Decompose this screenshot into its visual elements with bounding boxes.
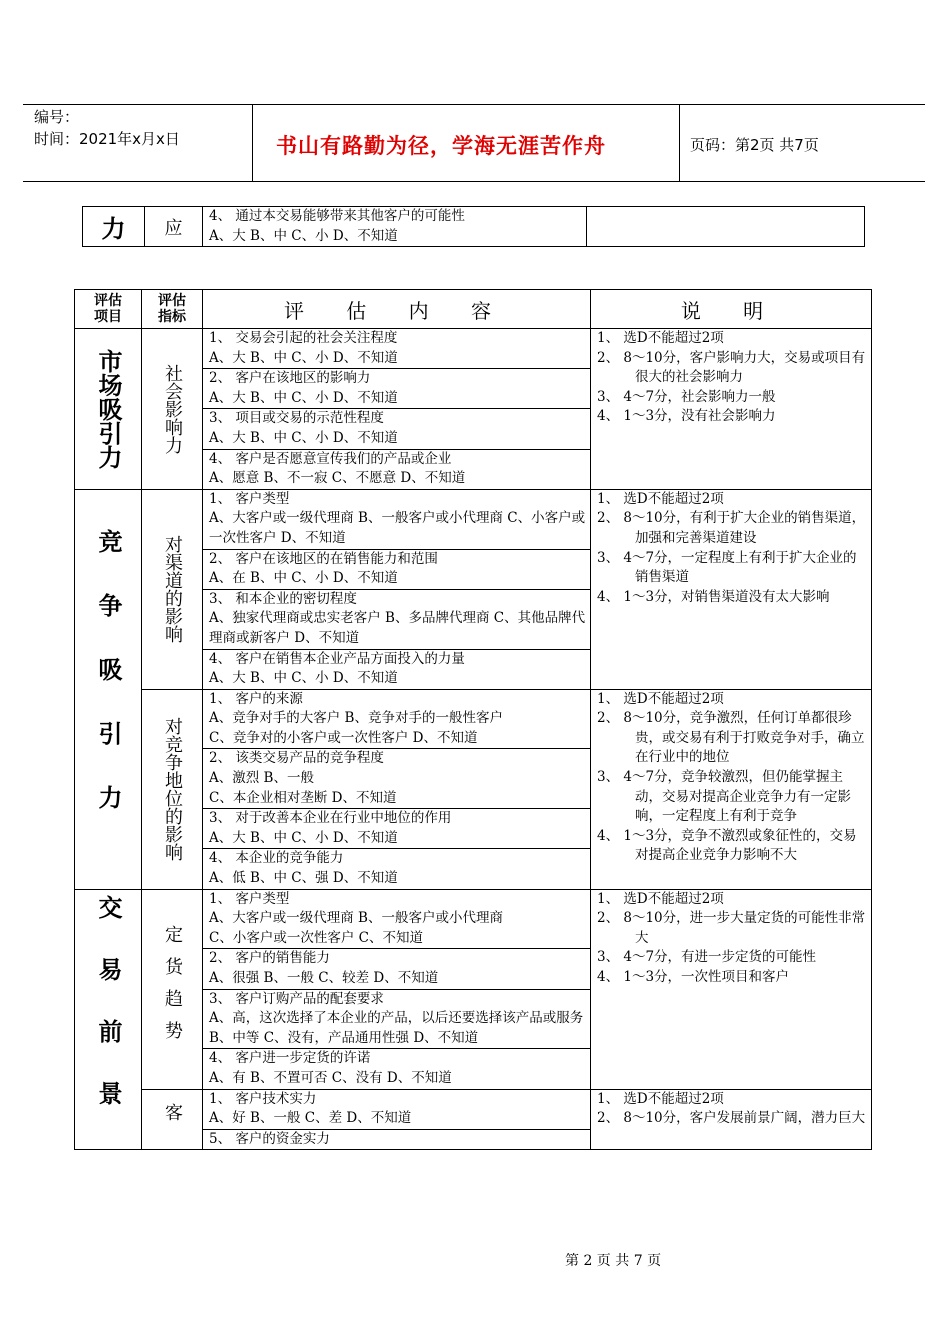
question-text: 2、 客户在该地区的影响力	[209, 370, 371, 387]
question-text: 4、 客户进一步定货的许诺	[209, 1050, 371, 1067]
top-fragment-table	[82, 206, 865, 247]
explanation-note: 2、 8～10分，进一步大量定货的可能性非常大	[597, 910, 866, 946]
question-block	[203, 409, 590, 449]
answer-options: A、竞争对手的大客户 B、竞争对手的一般性客户	[209, 710, 503, 727]
question-text: 4、 客户在销售本企业产品方面投入的力量	[209, 650, 465, 667]
header-motto: 书山有路勤为径，学海无涯苦作舟	[276, 133, 606, 158]
question-block	[203, 369, 590, 409]
question-block	[203, 329, 590, 369]
header-top-rule	[23, 104, 925, 105]
answer-options: A、大 B、中 C、小 D、不知道	[209, 389, 398, 406]
question-text: 1、 客户类型	[209, 490, 290, 507]
explanation-note: 2、 8～10分，客户发展前景广阔，潜力巨大	[597, 1110, 866, 1127]
question-block	[203, 1090, 590, 1130]
answer-options: A、大客户或一级代理商 B、一般客户或小代理商 C、小客户或一次性客户 D、不知道	[209, 510, 586, 546]
question-text: 1、 客户类型	[209, 890, 290, 907]
answer-options: A、大 B、中 C、小 D、不知道	[209, 349, 398, 366]
answer-options: A、大 B、中 C、小 D、不知道	[209, 670, 398, 687]
question-block	[203, 849, 590, 888]
explanation-note: 4、 1～3分，竞争不激烈或象征性的，交易对提高企业竞争力影响不大	[597, 827, 857, 864]
question-block	[203, 890, 590, 950]
answer-options: C、竞争对的小客户或一次性客户 D、不知道	[209, 729, 478, 746]
question-block	[203, 550, 590, 590]
explanation-note: 3、 4～7分，竞争较激烈，但仍能掌握主动，交易对提高企业竞争力有一定影响，一定程度上有利于竞争	[597, 769, 851, 825]
indicator-row	[75, 329, 872, 490]
question-text: 4、 客户是否愿意宣传我们的产品或企业	[209, 450, 452, 467]
header-divider-right	[679, 104, 680, 181]
explanation-note: 4、 1～3分，对销售渠道没有太大影响	[597, 588, 830, 605]
document-time-label: 时间：2021年x月x日	[34, 130, 180, 148]
explanation-note: 4、 1～3分，一次性项目和客户	[597, 969, 790, 985]
question-block	[203, 990, 590, 1050]
explanation-note: 4、 1～3分，没有社会影响力	[597, 408, 776, 425]
indicator-row	[75, 1089, 872, 1150]
indicator-label: 定货趋势	[162, 925, 183, 1054]
explanation-note: 1、 选D不能超过2项	[597, 330, 724, 346]
question-text: 3、 项目或交易的示范性程度	[209, 410, 384, 427]
question-text: 1、 客户的来源	[209, 690, 303, 707]
question-block	[203, 590, 590, 650]
fragment-line-1: 4、 通过本交易能够带来其他客户的可能性	[209, 208, 465, 224]
column-header-indicator: 评估指标	[158, 293, 186, 325]
indicator-label: 对渠道的影响	[162, 535, 183, 644]
indicator-label: 客	[162, 1103, 183, 1136]
explanation-note: 3、 4～7分，一定程度上有利于扩大企业的销售渠道	[597, 549, 857, 586]
fragment-indicator: 应	[164, 217, 183, 239]
explanation-note: 1、 选D不能超过2项	[597, 1090, 724, 1107]
question-block	[203, 809, 590, 849]
answer-options: A、很强 B、一般 C、较差 D、不知道	[209, 970, 439, 986]
indicator-label: 对竞争地位的影响	[162, 717, 183, 862]
footer-page-number: 第 2 页 共 7 页	[565, 1253, 662, 1269]
fragment-category: 力	[101, 215, 126, 244]
category-label: 市场吸引力	[94, 348, 122, 469]
category-label: 竞争吸引力	[94, 529, 122, 850]
question-text: 5、 客户的资金实力	[209, 1130, 330, 1147]
answer-options: A、大 B、中 C、小 D、不知道	[209, 829, 398, 846]
fragment-line-2: A、大 B、中 C、小 D、不知道	[209, 227, 398, 244]
answer-options: A、愿意 B、不一寂 C、不愿意 D、不知道	[209, 470, 466, 487]
explanation-note: 1、 选D不能超过2项	[597, 490, 724, 507]
explanation-note: 2、 8～10分，竞争激烈，任何订单都很珍贵，或交易有利于打败竞争对手，确立在行业中的地位	[597, 710, 865, 766]
question-text: 3、 对于改善本企业在行业中地位的作用	[209, 810, 452, 827]
answer-options: A、激烈 B、一般	[209, 770, 314, 787]
question-text: 2、 该类交易产品的竞争程度	[209, 750, 384, 767]
question-text: 2、 客户在该地区的在销售能力和范围	[209, 550, 438, 567]
question-block	[203, 690, 590, 750]
header-page-label: 页码：第2页 共7页	[690, 136, 819, 154]
column-header-explain: 说 明	[680, 298, 782, 323]
explanation-note: 2、 8～10分，客户影响力大，交易或项目有很大的社会影响力	[597, 349, 866, 386]
header-divider-left	[252, 104, 253, 181]
answer-options: C、本企业相对垄断 D、不知道	[209, 789, 397, 806]
question-block	[203, 490, 590, 550]
question-block	[203, 749, 590, 809]
document-code-label: 编号：	[34, 108, 80, 126]
explanation-note: 1、 选D不能超过2项	[597, 890, 724, 907]
indicator-row	[75, 889, 872, 1089]
question-text: 4、 本企业的竞争能力	[209, 850, 344, 867]
answer-options: A、大 B、中 C、小 D、不知道	[209, 429, 398, 446]
answer-options: A、低 B、中 C、强 D、不知道	[209, 870, 398, 887]
question-block	[203, 1049, 590, 1088]
answer-options: A、大客户或一级代理商 B、一般客户或小代理商	[209, 910, 503, 927]
explanation-note: 3、 4～7分，有进一步定货的可能性	[597, 949, 817, 966]
column-header-content: 评 估 内 容	[283, 298, 510, 323]
question-text: 1、 交易会引起的社会关注程度	[209, 330, 398, 346]
question-text: 3、 和本企业的密切程度	[209, 590, 357, 607]
question-text: 2、 客户的销售能力	[209, 950, 330, 967]
column-header-project: 评估项目	[94, 293, 122, 325]
answer-options: A、在 B、中 C、小 D、不知道	[209, 570, 398, 587]
indicator-label: 社会影响力	[162, 363, 183, 454]
question-text: 3、 客户订购产品的配套要求	[209, 990, 384, 1007]
answer-options: A、有 B、不置可否 C、没有 D、不知道	[209, 1069, 452, 1086]
question-block	[203, 1130, 590, 1150]
explanation-note: 1、 选D不能超过2项	[597, 690, 724, 707]
indicator-row	[75, 689, 872, 889]
answer-options: C、小客户或一次性客户 C、不知道	[209, 929, 423, 946]
explanation-note: 3、 4～7分，社会影响力一般	[597, 388, 776, 405]
evaluation-table	[74, 289, 872, 1150]
answer-options: A、高，这次选择了本企业的产品，以后还要选择该产品或服务 B、中等 C、没有，产品通用性强 D、不知道	[209, 1010, 584, 1046]
question-block	[203, 650, 590, 689]
answer-options: A、独家代理商或忠实老客户 B、多品牌代理商 C、其他品牌代理商或新客户 D、不知道	[209, 610, 586, 646]
explanation-note: 2、 8～10分，有利于扩大企业的销售渠道，加强和完善渠道建设	[597, 510, 866, 546]
answer-options: A、好 B、一般 C、差 D、不知道	[209, 1110, 412, 1127]
question-text: 1、 客户技术实力	[209, 1090, 317, 1107]
indicator-row	[75, 489, 872, 689]
header-bottom-rule	[23, 181, 925, 182]
question-block	[203, 450, 590, 489]
category-label: 交易前景	[94, 895, 122, 1144]
question-block	[203, 949, 590, 989]
